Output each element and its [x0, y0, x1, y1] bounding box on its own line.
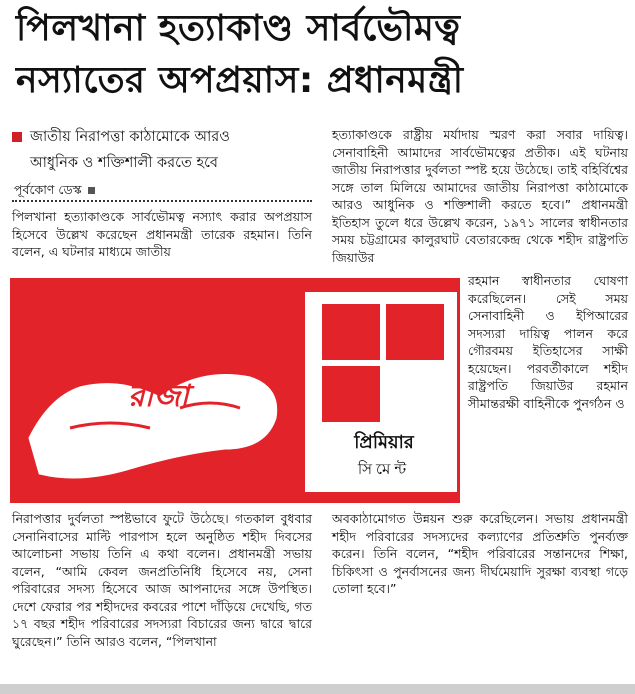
bullet-square-icon: [12, 132, 22, 142]
advertisement: [10, 278, 460, 503]
ad-brand-name: প্রিমিয়ার: [354, 432, 414, 453]
ad-slogan-line-1: ঢালাইয়ের: [76, 335, 195, 370]
kicker: [12, 124, 322, 176]
kicker-line-2: আধুনিক ও শক্তিশালী করতে হবে: [30, 155, 218, 171]
headline-line-2: নস্যাতের অপপ্রয়াস: প্রধানমন্ত্রী: [16, 60, 464, 101]
byline-square-icon: [88, 187, 95, 194]
headline-line-1: পিলখানা হত্যাকাণ্ড সার্বভৌমত্ব: [16, 8, 461, 49]
column-2-bottom-text: অবকাঠামোগত উন্নয়ন শুরু করেছিলেন। সভায় প্রধানমন্ত্রী শহীদ পরিবারের সদস্যদের কল্যাণের প্রতিশ্রুতি পুনর্ব্যক্ত করেন। তিনি বলেন, “শহীদ পরিবারের সন্তানদের শিক্ষা, চিকিৎসা ও পুনর্বাসনের জন্য দীর্ঘমেয়াদি সুরক্ষা ব্যবস্থা গড়ে তোলা হবে।”: [332, 511, 628, 596]
dotted-divider: [12, 200, 312, 202]
ad-slogan-line-2: রাজা: [128, 379, 189, 414]
byline: [14, 182, 95, 202]
kicker-line-1: জাতীয় নিরাপত্তা কাঠামোকে আরও: [30, 129, 230, 145]
column-2-top-text: হত্যাকাণ্ডকে রাষ্ট্রীয় মর্যাদায় স্মরণ করা সবার দায়িত্ব। সেনাবাহিনী আমাদের সার্বভৌমত্বের প্রতীক। এই ঘটনায় জাতীয় নিরাপত্তার দুর্বলতা স্পষ্ট হয়ে উঠেছে। তাই বহির্বিশ্বের সঙ্গে তাল মিলিয়ে আমাদের জাতীয় নিরাপত্তা কাঠামোকে আরও আধুনিক ও শক্তিশালী করতে হবে।” প্রধানমন্ত্রী ইতিহাস তুলে ধরে উল্লেখ করেন, ১৯৭১ সালের স্বাধীনতার সময় চট্টগ্রামের কালুরঘাট বেতারকেন্দ্র থেকে শহীদ রাষ্ট্রপতি জিয়াউর: [332, 127, 628, 265]
column-2-side-text: রহমান স্বাধীনতার ঘোষণা করেছিলেন। সেই সময় সেনাবাহিনী ও ইপিআরের সদস্যরা দায়িত্ব পালন করে গৌরবময় ইতিহাসের সাক্ষী হয়েছেন। পরবর্তীকালে শহীদ রাষ্ট্রপতি জিয়াউর রহমান সীমান্তরক্ষী বাহিনীকে পুনর্গঠন ও: [468, 273, 628, 411]
footer-bar: [0, 684, 635, 694]
ad-brand-subtitle: সিমেন্ট: [357, 460, 411, 478]
column-1-top-text: পিলখানা হত্যাকাণ্ডকে সার্বভৌমত্ব নস্যাৎ করার অপপ্রয়াস হিসেবে উল্লেখ করেছেন প্রধানমন্ত্রী তারেক রহমান। তিনি বলেন, এ ঘটনার মাধ্যমে জাতীয়: [12, 209, 312, 259]
byline-text: পূর্বকোণ ডেস্ক: [14, 182, 82, 197]
column-1-bottom-text: নিরাপত্তার দুর্বলতা স্পষ্টভাবে ফুটে উঠেছে। গতকাল বুধবার সেনানিবাসের মাল্টি পারপাস হলে অনুষ্ঠিত শহীদ দিবসের আলোচনা সভায় তিনি এ কথা বলেন। প্রধানমন্ত্রী সভায় বলেন, “আমি কেবল জনপ্রতিনিধি হিসেবে নয়, সেনা পরিবারের সদস্য হিসেবে আজ আপনাদের সঙ্গে উপস্থিত। দেশে ফেরার পর শহীদদের কবরের পাশে দাঁড়িয়ে দেখেছি, গত ১৭ বছর শহীদ পরিবারের সদস্যরা বিচারের জন্য দ্বারে দ্বারে ঘুরেছেন।” তিনি আরও বলেন, “পিলখানা: [12, 511, 312, 649]
